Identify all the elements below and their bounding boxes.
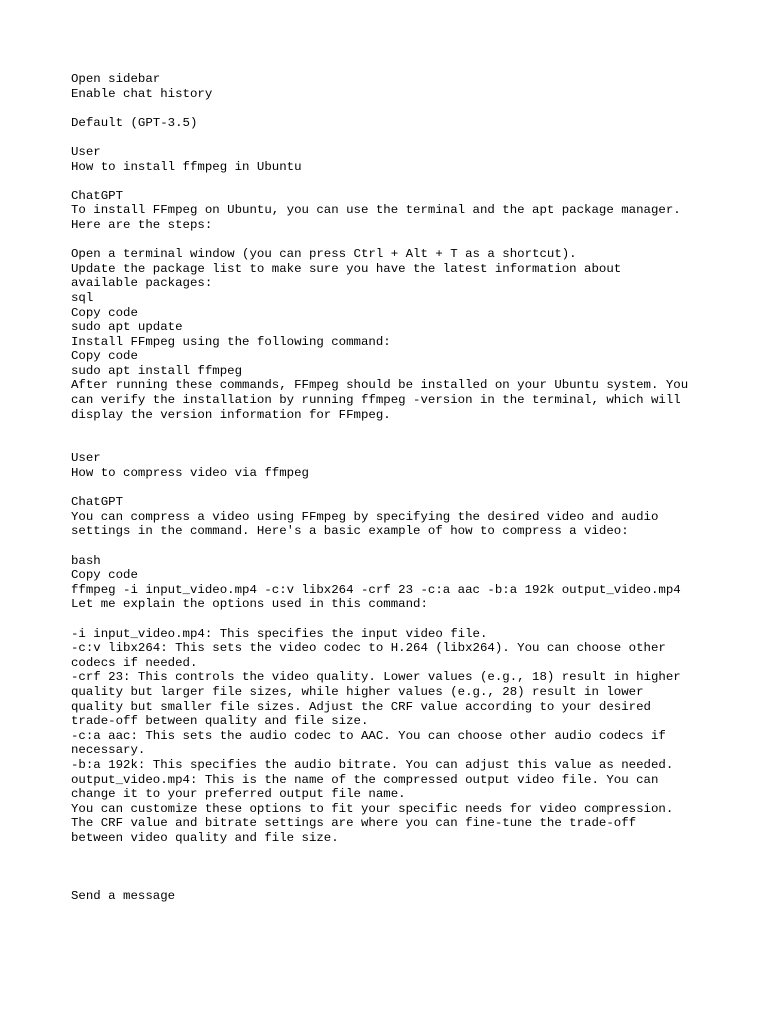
message-text: You can customize these options to fit your specific needs for video compression. (71, 801, 674, 816)
option-text: quality but smaller file sizes. Adjust the CRF value according to your desired (71, 699, 651, 714)
message-text: between video quality and file size. (71, 830, 339, 845)
option-text: quality but larger file sizes, while higher values (e.g., 28) result in lower (71, 684, 644, 699)
copy-code-button[interactable]: Copy code (71, 349, 138, 364)
step-text: Open a terminal window (you can press Ctrl + Alt + T as a shortcut). (71, 247, 577, 262)
option-text: -c:a aac: This sets the audio codec to AAC. You can choose other audio codecs if (71, 728, 666, 743)
code-line: sudo apt install ffmpeg (71, 363, 243, 378)
message-user-2 (71, 451, 731, 480)
message-text: Let me explain the options used in this command: (71, 597, 428, 612)
copy-code-button[interactable]: Copy code (71, 305, 138, 320)
code-line: ffmpeg -i input_video.mp4 -c:v libx264 -crf 23 -c:a aac -b:a 192k output_video.mp4 (71, 582, 681, 597)
message-input[interactable]: Send a message (71, 889, 176, 904)
code-language: bash (71, 553, 101, 568)
code-line: sudo apt update (71, 320, 183, 335)
message-user-1 (71, 145, 731, 174)
option-text: -c:v libx264: This sets the video codec to H.264 (libx264). You can choose other (71, 641, 666, 656)
chat-page (71, 72, 731, 904)
message-role: User (71, 451, 101, 466)
step-text: Install FFmpeg using the following command: (71, 334, 391, 349)
message-role: ChatGPT (71, 188, 124, 203)
enable-chat-history-button[interactable]: Enable chat history (71, 86, 213, 101)
message-text: display the version information for FFmpeg. (71, 407, 391, 422)
message-text: After running these commands, FFmpeg should be installed on your Ubuntu system. You (71, 378, 689, 393)
step-text: available packages: (71, 276, 213, 291)
message-text: How to compress video via ffmpeg (71, 466, 309, 481)
message-text: Here are the steps: (71, 217, 213, 232)
option-text: -crf 23: This controls the video quality. Lower values (e.g., 18) result in higher (71, 670, 681, 685)
open-sidebar-button[interactable]: Open sidebar (71, 72, 161, 86)
option-text: output_video.mp4: This is the name of the compressed output video file. You can (71, 772, 659, 787)
message-text: settings in the command. Here's a basic example of how to compress a video: (71, 524, 629, 539)
option-text: -b:a 192k: This specifies the audio bitrate. You can adjust this value as needed. (71, 757, 674, 772)
code-language: sql (71, 290, 94, 305)
message-role: User (71, 144, 101, 159)
message-text: To install FFmpeg on Ubuntu, you can use the terminal and the apt package manager. (71, 203, 681, 218)
message-text: The CRF value and bitrate settings are where you can fine-tune the trade-off (71, 816, 637, 831)
message-role: ChatGPT (71, 495, 124, 510)
message-assistant-2 (71, 495, 731, 845)
copy-code-button[interactable]: Copy code (71, 568, 138, 583)
option-text: trade-off between quality and file size. (71, 714, 369, 729)
message-text: can verify the installation by running ffmpeg -version in the terminal, which will (71, 393, 681, 408)
message-text: You can compress a video using FFmpeg by specifying the desired video and audio (71, 509, 659, 524)
message-text: How to install ffmpeg in Ubuntu (71, 159, 302, 174)
option-text: -i input_video.mp4: This specifies the input video file. (71, 626, 488, 641)
option-text: change it to your preferred output file name. (71, 787, 406, 802)
option-text: codecs if needed. (71, 655, 198, 670)
step-text: Update the package list to make sure you have the latest information about (71, 261, 622, 276)
message-assistant-1 (71, 189, 731, 423)
option-text: necessary. (71, 743, 146, 758)
model-selector[interactable]: Default (GPT-3.5) (71, 115, 198, 130)
